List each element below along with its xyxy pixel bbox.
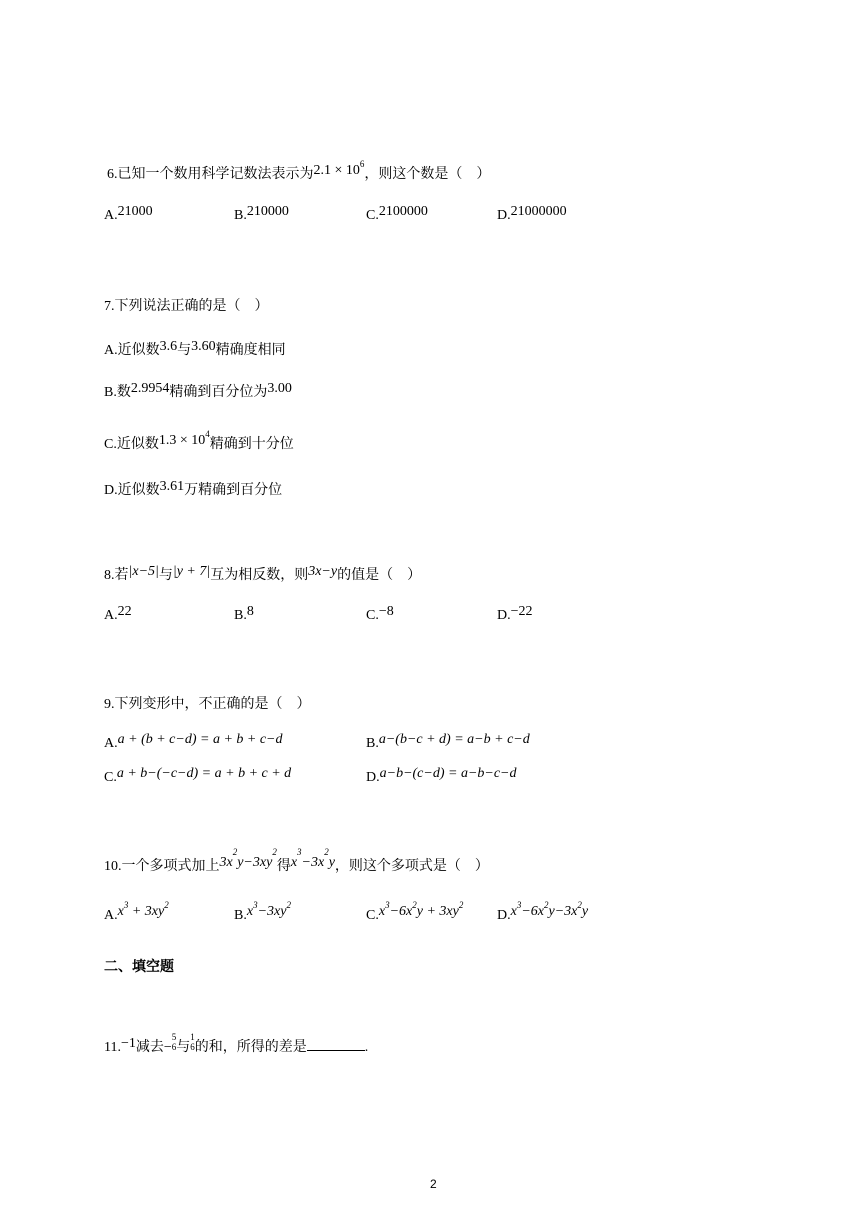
answer-blank[interactable] bbox=[307, 1036, 365, 1051]
q10-stem: 10.一个多项式加上$3x^2y-3xy^2$得$x^3-3x^2y$，则这个多项式是（ ） bbox=[104, 847, 489, 874]
q8-stem: 8.若|x−5|与|y + 7|互为相反数，则3x−y的值是（ ） bbox=[104, 564, 422, 583]
q6-option-d: D.21000000 bbox=[497, 204, 567, 223]
q11-stem: 11.−1减去− 5 6 与 1 6 的和，所得的差是 . bbox=[104, 1031, 369, 1055]
q8-option-b: B.8 bbox=[234, 604, 254, 623]
q10-term-result: $x^3-3x^2y$ bbox=[290, 847, 335, 870]
q9-option-b: B.a−(b−c + d) = a−b + c−d bbox=[366, 732, 530, 751]
q10-option-a: $A.x^3 + 3xy^2$ bbox=[104, 900, 169, 923]
section-title: 二、填空题 bbox=[104, 959, 174, 975]
q9-stem: 9.下列变形中，不正确的是（ ） bbox=[104, 697, 311, 712]
q10-option-c: $C.x^3-6x^2y + 3xy^2$ bbox=[366, 900, 464, 923]
q10-term-added: $3x^2y-3xy^2$ bbox=[219, 847, 277, 870]
q11-fraction-2: 1 6 bbox=[190, 1031, 195, 1052]
q6-stem: 6.已知一个数用科学记数法表示为$2.1 \times 10^6$，则这个数是（ ） bbox=[107, 159, 491, 182]
q6-option-c: C.2100000 bbox=[366, 204, 428, 223]
q9-option-d: D.a−b−(c−d) = a−b−c−d bbox=[366, 766, 517, 785]
q7-option-b: B.数2.9954精确到百分位为3.00 bbox=[104, 381, 292, 400]
q10-option-d: $D.x^3-6x^2y-3x^2y$ bbox=[497, 900, 589, 923]
q8-option-c: C.−8 bbox=[366, 604, 394, 623]
q8-option-d: D.−22 bbox=[497, 604, 533, 623]
q7-stem: 7.下列说法正确的是（ ） bbox=[104, 299, 269, 314]
q7-option-d: D.近似数3.61万精确到百分位 bbox=[104, 479, 283, 498]
q11-fraction-1: 5 6 bbox=[171, 1031, 177, 1052]
q9-option-c: C.a + b−(−c−d) = a + b + c + d bbox=[104, 766, 292, 785]
q6-option-b: B.210000 bbox=[234, 204, 289, 223]
q8-option-a: A.22 bbox=[104, 604, 132, 623]
q7-option-c: C.近似数$1.3 \times 10^4$精确到十分位 bbox=[104, 429, 294, 452]
q10-option-b: $B.x^3-3xy^2$ bbox=[234, 900, 291, 923]
q7-option-a: A.近似数3.6与3.60精确度相同 bbox=[104, 339, 286, 358]
q6-option-a: A.21000 bbox=[104, 204, 153, 223]
page-number: 2 bbox=[430, 1177, 437, 1191]
q9-option-a: A.a + (b + c−d) = a + b + c−d bbox=[104, 732, 283, 751]
